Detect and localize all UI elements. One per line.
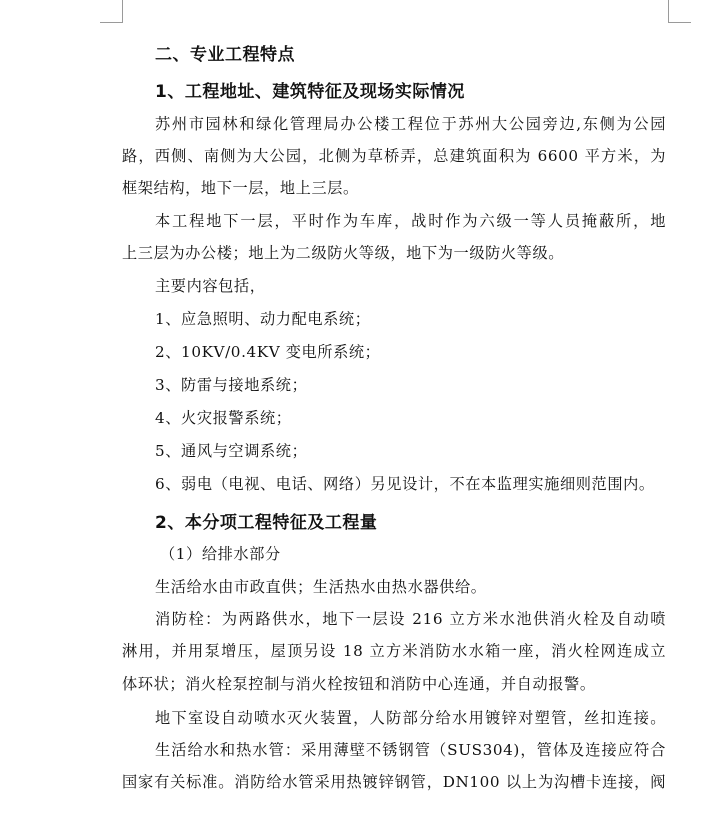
section-title: 二、专业工程特点 [155,45,295,65]
paragraph-line: 体环状；消火栓泵控制与消火栓按钮和消防中心连通，并自动报警。 [122,675,596,693]
paragraph-line: 国家有关标准。消防给水管采用热镀锌钢管，DN100 以上为沟槽卡连接，阀 [122,773,666,791]
paragraph-line: 本工程地下一层，平时作为车库，战时作为六级一等人员掩蔽所，地 [155,212,666,230]
paragraph-line: 生活给水和热水管：采用薄壁不锈钢管（SUS304)，管体及连接应符合 [155,741,666,759]
paragraph-line: 路，西侧、南侧为大公园，北侧为草桥弄，总建筑面积为 6600 平方米，为 [122,147,666,165]
paragraph-line: 上三层为办公楼；地上为二级防火等级，地下为一级防火等级。 [122,244,565,262]
paragraph-line: 主要内容包括， [155,277,266,295]
list-item: 1、应急照明、动力配电系统； [155,310,371,328]
list-item: 2、10KV/0.4KV 变电所系统； [155,343,381,361]
subsection-title-2: 2、本分项工程特征及工程量 [155,513,378,533]
list-item: 5、通风与空调系统； [155,442,308,460]
paragraph-line: 生活给水由市政直供；生活热水由热水器供给。 [155,578,487,596]
paragraph-line: 地下室设自动喷水灭火装置，人防部分给水用镀锌对塑管，丝扣连接。 [155,709,666,727]
paragraph-line: 淋用，并用泵增压，屋顶另设 18 立方米消防水水箱一座，消火栓网连成立 [122,642,666,660]
list-item: 3、防雷与接地系统； [155,376,308,394]
paragraph-line: 消防栓：为两路供水，地下一层设 216 立方米水池供消火栓及自动喷 [155,610,666,628]
part-title: （1）给排水部分 [160,545,281,563]
list-item: 4、火灾报警系统； [155,409,292,427]
crop-mark-top-left [100,0,123,23]
list-item: 6、弱电（电视、电话、网络）另见设计，不在本监理实施细则范围内。 [155,475,655,493]
paragraph-line: 苏州市园林和绿化管理局办公楼工程位于苏州大公园旁边,东侧为公园 [155,115,666,133]
crop-mark-top-right [668,0,691,23]
paragraph-line: 框架结构，地下一层，地上三层。 [122,179,359,197]
subsection-title-1: 1、工程地址、建筑特征及现场实际情况 [155,82,465,102]
